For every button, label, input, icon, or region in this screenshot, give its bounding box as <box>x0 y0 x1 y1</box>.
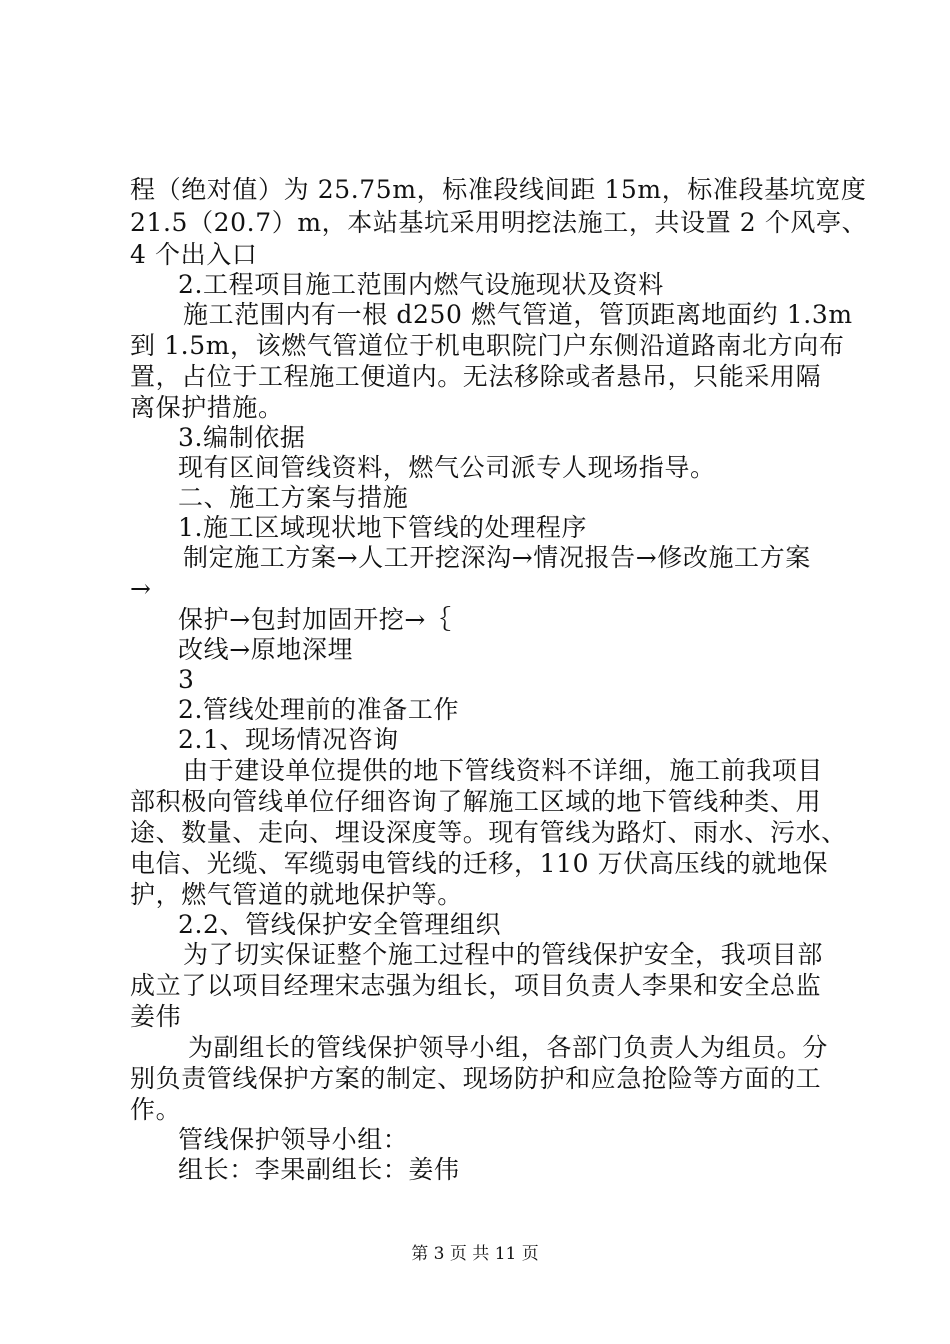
text-line: 制定施工方案→人工开挖深沟→情况报告→修改施工方案 <box>183 543 811 572</box>
section-heading: 二、施工方案与措施 <box>178 483 409 512</box>
section-heading: 1.施工区域现状地下管线的处理程序 <box>178 513 588 542</box>
section-heading: 2.管线处理前的准备工作 <box>178 695 460 724</box>
page-number: 第 3 页 共 11 页 <box>411 1244 539 1264</box>
section-heading: 2.工程项目施工范围内燃气设施现状及资料 <box>178 270 664 299</box>
text-line: 电信、光缆、军缆弱电管线的迁移，110 万伏高压线的就地保 <box>130 849 829 878</box>
text-line: 为副组长的管线保护领导小组，各部门负责人为组员。分 <box>188 1033 829 1062</box>
text-line: 成立了以项目经理宋志强为组长，项目负责人李果和安全总监 <box>130 971 822 1000</box>
text-line: 程（绝对值）为 25.75m，标准段线间距 15m，标准段基坑宽度 <box>130 175 867 204</box>
text-line: 现有区间管线资料，燃气公司派专人现场指导。 <box>178 453 716 482</box>
text-line: 保护→包封加固开挖→｛ <box>178 605 452 634</box>
text-line: 别负责管线保护方案的制定、现场防护和应急抢险等方面的工 <box>130 1064 822 1093</box>
text-line: 为了切实保证整个施工过程中的管线保护安全，我项目部 <box>183 940 824 969</box>
text-line: 管线保护领导小组： <box>178 1125 409 1154</box>
text-line: 21.5（20.7）m，本站基坑采用明挖法施工，共设置 2 个风亭、 <box>130 208 868 237</box>
text-line: 途、数量、走向、埋设深度等。现有管线为路灯、雨水、污水、 <box>130 818 847 847</box>
section-heading: 3.编制依据 <box>178 423 306 452</box>
text-line: 部积极向管线单位仔细咨询了解施工区域的地下管线种类、用 <box>130 787 822 816</box>
text-line: 改线→原地深埋 <box>178 635 354 664</box>
text-line: → <box>130 574 152 603</box>
text-line: 由于建设单位提供的地下管线资料不详细，施工前我项目 <box>183 756 824 785</box>
text-line: 离保护措施。 <box>130 393 284 422</box>
text-line: 置，占位于工程施工便道内。无法移除或者悬吊，只能采用隔 <box>130 362 822 391</box>
text-line: 护，燃气管道的就地保护等。 <box>130 880 463 909</box>
text-line: 作。 <box>130 1095 182 1124</box>
text-line: 施工范围内有一根 d250 燃气管道，管顶距离地面约 1.3m <box>183 300 853 329</box>
text-line: 3 <box>178 665 195 694</box>
text-line: 姜伟 <box>130 1002 182 1031</box>
text-line: 4 个出入口 <box>130 240 258 269</box>
text-line: 到 1.5m，该燃气管道位于机电职院门户东侧沿道路南北方向布 <box>130 331 845 360</box>
section-heading: 2.1、现场情况咨询 <box>178 725 399 754</box>
text-line: 组长：李果副组长：姜伟 <box>178 1155 460 1184</box>
section-heading: 2.2、管线保护安全管理组织 <box>178 910 502 939</box>
